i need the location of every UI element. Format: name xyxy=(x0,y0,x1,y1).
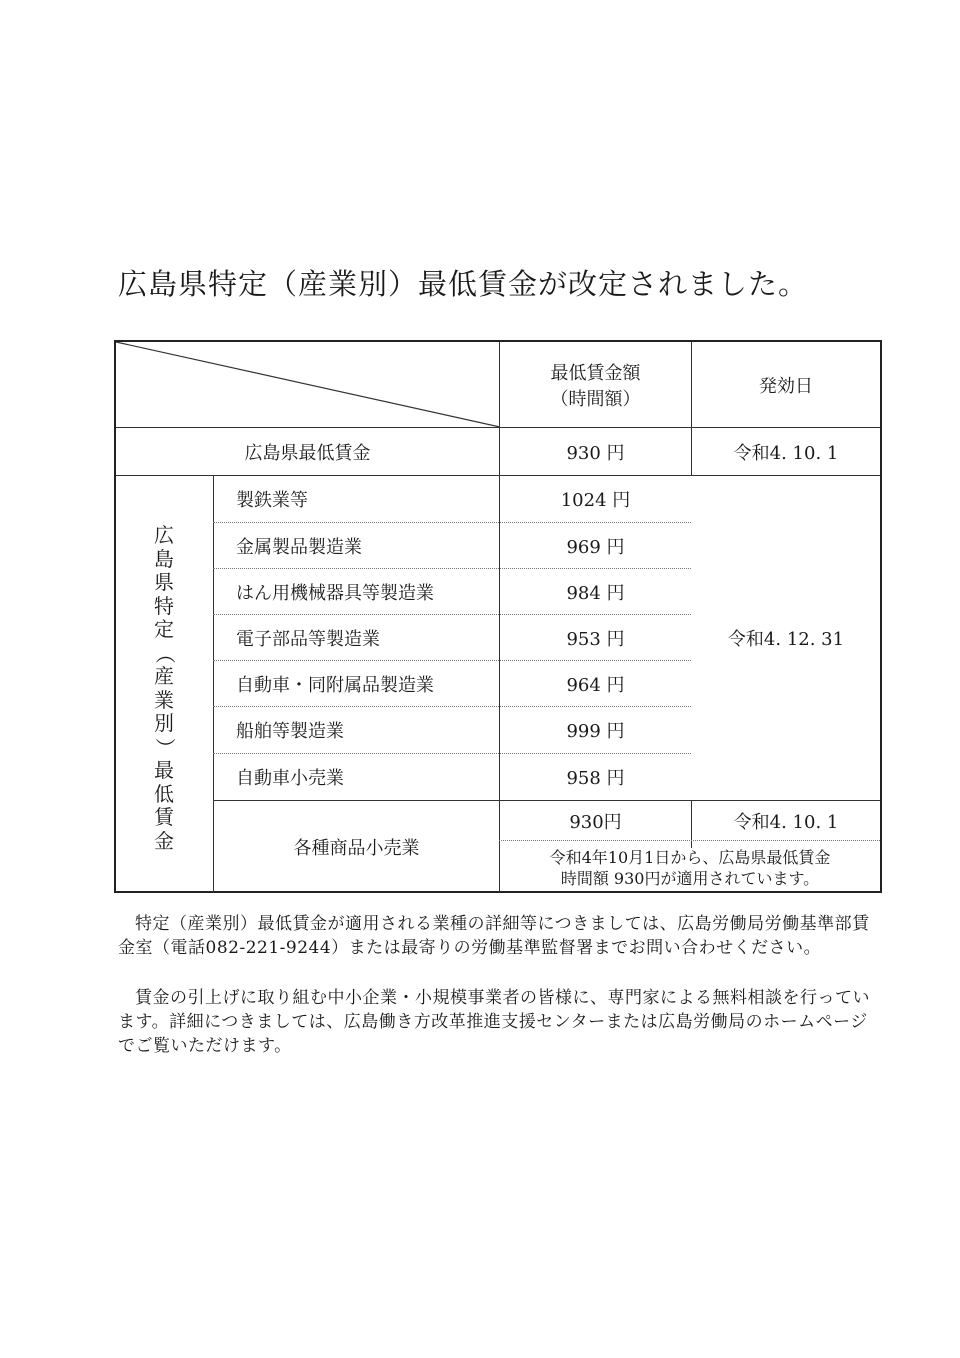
group-label-char: 賃 xyxy=(154,805,174,829)
header-wage-line2: （時間額） xyxy=(550,388,641,410)
industry-name-4: 電子部品等製造業 xyxy=(236,628,380,650)
industry-name-3: はん用機械器具等製造業 xyxy=(236,582,434,604)
header-wage-line1: 最低賃金額 xyxy=(550,362,641,384)
group-label-char: 産 xyxy=(154,664,174,688)
industry-wage-7: 958 円 xyxy=(566,768,625,789)
group-label-char: 広 xyxy=(154,523,174,547)
retail-name: 各種商品小売業 xyxy=(293,838,420,859)
group-label-vertical xyxy=(116,476,213,893)
header-date: 発効日 xyxy=(759,375,813,397)
group-label-char: （ xyxy=(152,643,177,664)
prefecture-date: 令和4. 10. 1 xyxy=(733,442,839,464)
retail-wage: 930円 xyxy=(569,811,622,833)
industry-wage-6: 999 円 xyxy=(566,721,625,742)
industry-wage-4: 953 円 xyxy=(566,628,625,650)
industry-wage-1: 1024 円 xyxy=(560,490,631,511)
industry-name-1: 製鉄業等 xyxy=(236,490,308,511)
consultation-paragraph: 賃金の引上げに取り組む中小企業・小規模事業者の皆様に、専門家による無料相談を行っています。詳細につきましては、広島働き方改革推進支援センターまたは広島労働局のホームページでご覧いただけます。 xyxy=(118,988,870,1056)
retail-date: 令和4. 10. 1 xyxy=(733,811,839,833)
inquiry-paragraph: 特定（産業別）最低賃金が適用される業種の詳細等につきましては、広島労働局労働基準部賃金室（電話082-221-9244）または最寄りの労働基準監督署までお問い合わせください。 xyxy=(118,914,870,958)
retail-note xyxy=(500,847,880,889)
page-title: 広島県特定（産業別）最低賃金が改定されました。 xyxy=(118,267,809,301)
industry-name-6: 船舶等製造業 xyxy=(236,721,344,742)
group-label-char: ） xyxy=(152,737,177,758)
industry-wage-5: 964 円 xyxy=(566,674,625,696)
industries-effective-date: 令和4. 12. 31 xyxy=(727,629,845,650)
industry-name-7: 自動車小売業 xyxy=(236,768,344,789)
prefecture-wage: 930 円 xyxy=(566,442,625,464)
header-diagonal xyxy=(116,342,500,428)
header-wage xyxy=(500,342,691,427)
group-label-char: 定 xyxy=(154,617,174,641)
group-label-char: 業 xyxy=(154,687,174,712)
group-label-char: 県 xyxy=(154,570,174,594)
industry-name-5: 自動車・同附属品製造業 xyxy=(236,674,434,696)
group-label-char: 低 xyxy=(154,781,174,806)
group-label-char: 特 xyxy=(154,593,174,618)
industry-wage-2: 969 円 xyxy=(566,536,625,558)
group-label-char: 金 xyxy=(154,828,174,853)
group-label-char: 島 xyxy=(154,546,174,571)
retail-note-line2: 時間額 930円が適用されています。 xyxy=(560,869,820,888)
group-label-char: 最 xyxy=(154,758,174,782)
retail-note-line1: 令和4年10月1日から、広島県最低賃金 xyxy=(549,848,831,867)
industry-wage-3: 984 円 xyxy=(566,582,625,604)
industry-name-2: 金属製品製造業 xyxy=(236,536,362,558)
minimum-wage-table xyxy=(114,340,882,893)
prefecture-label: 広島県最低賃金 xyxy=(244,442,371,464)
group-label-char: 別 xyxy=(154,711,174,735)
